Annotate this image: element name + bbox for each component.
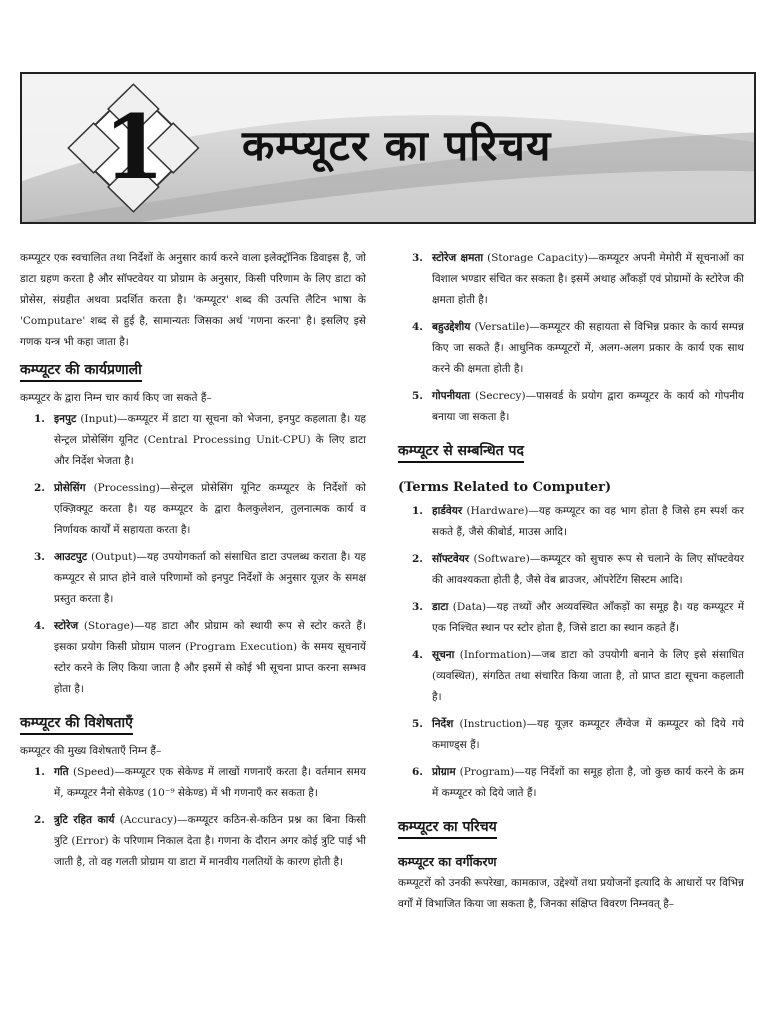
list-item <box>20 762 366 804</box>
item-term: स्टोरेज क्षमता <box>432 252 484 264</box>
left-column <box>20 248 366 879</box>
item-text: (Secrecy)—पासवर्ड के प्रयोग द्वारा कम्प्यूटर के कार्य को गोपनीय बनाया जा सकता है। <box>432 390 744 423</box>
right-column <box>398 248 744 915</box>
intro-paragraph: कम्प्यूटर एक स्वचालित तथा निर्देशों के अनुसार कार्य करने वाला इलेक्ट्रॉनिक डिवाइस है, जो डाटा ग्रहण करता है और सॉफ्टवेयर या प्रोग्राम के अनुसार, किसी परिणाम के लिए डाटा को प्रोसेस, संग्रहीत अथवा प्रदर्शित करता है। 'कम्प्यूटर' शब्द की उत्पत्ति लैटिन भाषा के 'Computare' शब्द से हुई है, सामान्यतः जिसका अर्थ 'गणना करना' है। इसलिए इसे गणक यन्त्र भी कहा जाता है। <box>20 252 366 348</box>
item-text: (Processing)—सेन्ट्रल प्रोसेसिंग यूनिट कम्प्यूटर के निर्देशों को एक्ज़िक्यूट करता है। यह कम्प्यूटर के द्वारा कैलकुलेशन, तुलनात्मक कार्य व निर्णायक कार्यों में सहायता करता है। <box>54 482 366 536</box>
item-number: 3. <box>412 252 423 264</box>
list-item <box>398 714 744 756</box>
chapter-number: 1 <box>103 95 165 199</box>
features-list-continued <box>398 248 744 428</box>
item-term: निर्देश <box>432 718 454 730</box>
list-item <box>398 248 744 311</box>
item-term: प्रोसेसिंग <box>54 482 86 494</box>
classification-subheading: कम्प्यूटर का वर्गीकरण <box>398 854 497 869</box>
item-text: (Information)—जब डाटा को उपयोगी बनाने के लिए इसे संसाधित (व्यवस्थित), संगठित तथा संचारित किया जाता है, तो प्राप्त डाटा सूचना कहलाती है। <box>432 649 744 703</box>
item-text: (Output)—यह उपयोगकर्ता को संसाधित डाटा उपलब्ध कराता है। यह कम्प्यूटर से प्राप्त होने वाले परिणामों को इनपुट निर्देशों के अनुसार यूज़र के समक्ष प्रस्तुत करता है। <box>54 551 366 605</box>
list-item <box>398 762 744 804</box>
list-item <box>398 549 744 591</box>
intro2-heading: कम्प्यूटर का परिचय <box>398 818 497 839</box>
item-term: इनपुट <box>54 413 77 425</box>
terms-list <box>398 501 744 804</box>
item-number: 5. <box>412 718 423 730</box>
item-text: (Versatile)—कम्प्यूटर की सहायता से विभिन्न प्रकार के कार्य सम्पन्न किए जा सकते हैं। आधुनिक कम्प्यूटरों में, अलग-अलग प्रकार के कार्य एक साथ करने की क्षमता होती है। <box>432 321 744 375</box>
item-term: स्टोरेज <box>54 620 79 632</box>
features-lead: कम्प्यूटर की मुख्य विशेषताएँ निम्न हैं– <box>20 745 162 757</box>
working-lead: कम्प्यूटर के द्वारा निम्न चार कार्य किए जा सकते हैं– <box>20 392 212 404</box>
item-text: (Data)—यह तथ्यों और अव्यवस्थित आँकड़ों का समूह है। यह कम्प्यूटर में एक निश्चित स्थान पर स्टोर होता है, जिसे डाटा का स्थान कहते हैं। <box>432 601 744 634</box>
item-number: 4. <box>412 649 423 661</box>
item-number: 5. <box>412 390 423 402</box>
item-text: (Software)—कम्प्यूटर को सुचारु रूप से चलाने के लिए सॉफ्टवेयर की आवश्यकता होती है, जैसे वेब ब्राउजर, ऑपरेटिंग सिस्टम आदि। <box>432 553 744 586</box>
terms-heading: कम्प्यूटर से सम्बन्धित पद <box>398 442 524 463</box>
item-number: 3. <box>34 551 45 563</box>
item-number: 6. <box>412 766 423 778</box>
item-text: (Storage Capacity)—कम्प्यूटर अपनी मेमोरी में सूचनाओं का विशाल भण्डार संचित कर सकता है। इसमें अथाह आँकड़ों एवं प्रोग्रामों के स्टोरेज की क्षमता होती है। <box>432 252 744 306</box>
item-term: डाटा <box>432 601 449 613</box>
item-term: सॉफ्टवेयर <box>432 553 470 565</box>
item-term: हार्डवेयर <box>432 505 463 517</box>
item-term: बहुउद्देशीय <box>432 321 471 333</box>
list-item <box>398 317 744 380</box>
item-term: गति <box>54 766 69 778</box>
item-term: त्रुटि रहित कार्य <box>54 814 115 826</box>
list-item <box>398 597 744 639</box>
item-text: (Storage)—यह डाटा और प्रोग्राम को स्थायी रूप से स्टोर करते हैं। इसका प्रयोग किसी प्रोग्राम पालन (Program Execution) के समय सूचनायें स्टोर करने के लिए किया जाता है और इसमें से कोई भी सूचना प्राप्त करना सम्भव होता है। <box>54 620 366 695</box>
classification-paragraph: कम्प्यूटरों को उनकी रूपरेखा, कामकाज, उद्देश्यों तथा प्रयोजनों इत्यादि के आधारों पर विभिन्न वर्गों में विभाजित किया जा सकता है, जिनका संक्षिप्त विवरण निम्नवत् है– <box>398 877 744 910</box>
item-text: (Program)—यह निर्देशों का समूह होता है, जो कुछ कार्य करने के क्रम में कम्प्यूटर को दिये जाते हैं। <box>432 766 744 799</box>
chapter-banner <box>20 72 756 224</box>
item-number: 2. <box>412 553 423 565</box>
list-item <box>20 478 366 541</box>
item-text: (Hardware)—यह कम्प्यूटर का वह भाग होता है जिसे हम स्पर्श कर सकते हैं, जैसे कीबोर्ड, माउस आदि। <box>432 505 744 538</box>
list-item <box>398 645 744 708</box>
item-term: गोपनीयता <box>432 390 470 402</box>
list-item <box>20 409 366 472</box>
list-item <box>398 386 744 428</box>
item-number: 4. <box>412 321 423 333</box>
item-term: प्रोग्राम <box>432 766 456 778</box>
list-item <box>20 547 366 610</box>
working-list <box>20 409 366 700</box>
item-term: सूचना <box>432 649 455 661</box>
item-number: 3. <box>412 601 423 613</box>
list-item <box>20 810 366 873</box>
item-number: 2. <box>34 814 45 826</box>
item-number: 2. <box>34 482 45 494</box>
item-number: 1. <box>34 766 45 778</box>
list-item <box>20 616 366 700</box>
chapter-title: कम्प्यूटर का परिचय <box>242 121 552 170</box>
item-number: 1. <box>412 505 423 517</box>
item-number: 4. <box>34 620 45 632</box>
features-list <box>20 762 366 873</box>
item-term: आउटपुट <box>54 551 88 563</box>
item-text: (Instruction)—यह यूज़र कम्प्यूटर लैंग्वेज में कम्प्यूटर को दिये गये कमाण्ड्स हैं। <box>432 718 744 751</box>
item-text: (Accuracy)—कम्प्यूटर कठिन-से-कठिन प्रश्न का बिना किसी त्रुटि (Error) के परिणाम निकाल देता है। गणना के दौरान अगर कोई त्रुटि पाई भी जाती है, तो वह गलती प्रोग्राम या डाटा में मानवीय गलतियों के कारण होती है। <box>54 814 366 868</box>
item-text: (Input)—कम्प्यूटर में डाटा या सूचना को भेजना, इनपुट कहलाता है। यह सेन्ट्रल प्रोसेसिंग यूनिट (Central Processing Unit-CPU) के लिए डाटा और निर्देश भेजता है। <box>54 413 366 467</box>
working-heading: कम्प्यूटर की कार्यप्रणाली <box>20 361 142 382</box>
item-number: 1. <box>34 413 45 425</box>
features-heading: कम्प्यूटर की विशेषताएँ <box>20 714 133 735</box>
item-text: (Speed)—कम्प्यूटर एक सेकेण्ड में लाखों गणनाएँ करता है। वर्तमान समय में, कम्प्यूटर नैनो सेकेण्ड (10⁻⁹ सेकेण्ड) में भी गणनाएँ कर सकता है। <box>54 766 366 799</box>
terms-subheading: (Terms Related to Computer) <box>398 480 612 495</box>
list-item <box>398 501 744 543</box>
